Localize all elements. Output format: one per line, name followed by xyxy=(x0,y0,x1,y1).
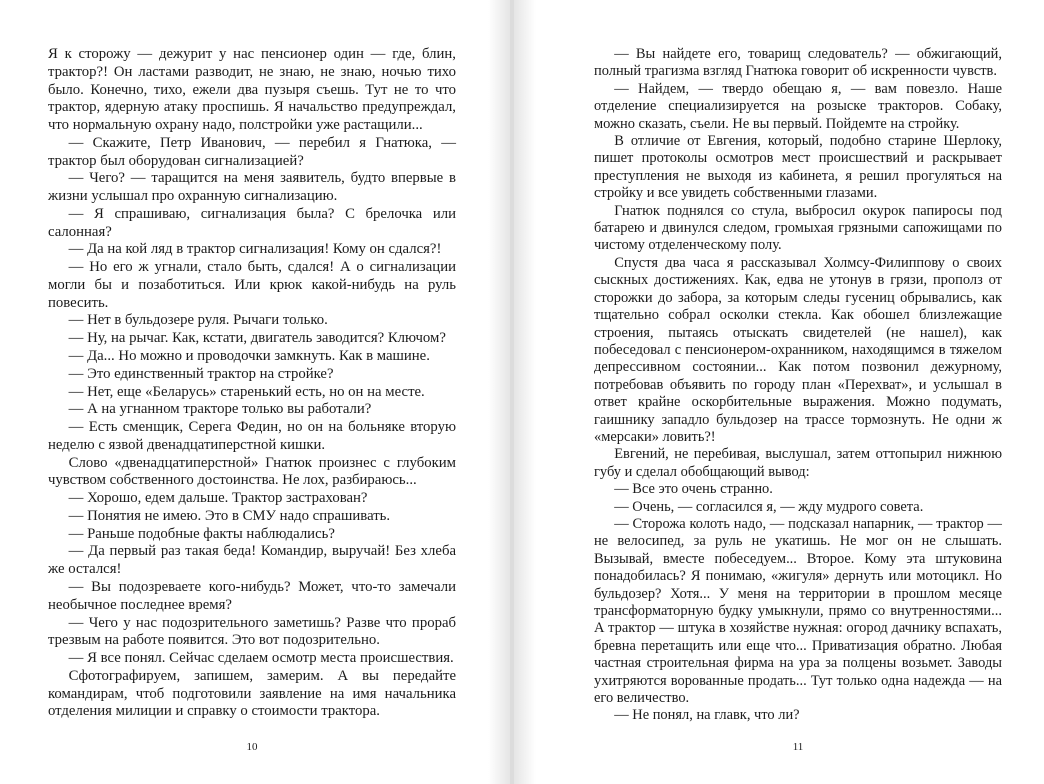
right-page-text xyxy=(594,46,1002,725)
paragraph: В отличие от Евгения, который, подобно старине Шерлоку, пишет протоколы осмотров мест происшествий и раскрывает преступления не выходя из кабинета, я решил прогуляться на стройку и все увидеть собственными глазами. xyxy=(594,133,1002,202)
paragraph: Я к сторожу — дежурит у нас пенсионер один — где, блин, трактор?! Он ластами разводит, не знаю, не знаю, ночью тихо было. Конечно, тихо, ежели два пузыря съешь. Тут не то что трактор, ядерную атаку проспишь. Я начальство предупреждал, что нормальную охрану надо, полстройки уже растащили... xyxy=(48,46,456,134)
paragraph: Спустя два часа я рассказывал Холмсу-Филиппову о своих сыскных достижениях. Как, едва не утонув в грязи, прополз от сторожки до забора, за которым следы гусениц обрывались, как тщательно собрал осколки стекла. Как обошел близлежащие строения, пытаясь отыскать свидетелей (не нашел), как побеседовал с пенсионером-охранником, находящимся в тяжелом депрессивном состоянии... Как потом позвонил дежурному, потребовав объявить по городу план «Перехват», и услышал в ответ крайне оскорбительные выражения. Можно подумать, гаишнику западло бульдозер на трассе тормознуть. Не одни ж «мерсаки» ловить?! xyxy=(594,254,1002,445)
paragraph: — Ну, на рычаг. Как, кстати, двигатель заводится? Ключом? xyxy=(68,330,446,347)
paragraph: — А на угнанном тракторе только вы работали? xyxy=(68,401,372,418)
gutter-shadow-right xyxy=(514,0,536,784)
paragraph: — Раньше подобные факты наблюдались? xyxy=(68,525,335,542)
left-page xyxy=(0,0,510,784)
paragraph: — Чего? — таращится на меня заявитель, будто впервые в жизни услышал про охранную сигнализацию. xyxy=(48,170,456,205)
paragraph: — Это единственный трактор на стройке? xyxy=(68,365,334,382)
paragraph: Слово «двенадцатиперстной» Гнатюк произнес с глубоким чувством собственного достоинства. Не лох, разбираюсь... xyxy=(48,454,456,489)
paragraph: — Не понял, на главк, что ли? xyxy=(614,707,800,724)
paragraph: — Но его ж угнали, стало быть, сдался! А о сигнализации могли бы и позаботиться. Или крюк какой-нибудь на руль повесить. xyxy=(48,259,456,311)
paragraph: — Сторожа колоть надо, — подсказал напарник, — трактор — не велосипед, за руль не укатишь. Не мог он не слышать. Вызывай, вместе побеседуем... Второе. Кому эта штуковина понадобилась? Я понимаю, «жигуля» дернуть или мотоцикл. Но бульдозер? Хотя... У меня на территории в прошлом месяце трансформаторную будку умыкнули, прямо со внутренностями... А трактор — штука в хозяйстве нужная: огород дачнику вспахать, бревна перетащить или еще что... Приватизация обратно. Любая частная строительная фирма на ура за полцены возьмет. Заводы ухитряются ворованные продать... Тут только одна надежда — на его величество. xyxy=(594,515,1002,707)
paragraph: Сфотографируем, запишем, замерим. А вы передайте командирам, чтоб подготовили заявление на имя начальника отделения милиции и справку о стоимости трактора. xyxy=(48,667,456,720)
gutter-shadow-left xyxy=(488,0,510,784)
paragraph: — Вы подозреваете кого-нибудь? Может, что-то замечали необычное последнее время? xyxy=(48,578,456,613)
paragraph: — Вы найдете его, товарищ следователь? — обжигающий, полный трагизма взгляд Гнатюка говорит об искренности чувств. xyxy=(594,46,1002,80)
paragraph: — Хорошо, едем дальше. Трактор застрахован? xyxy=(68,490,368,507)
paragraph: — Все это очень странно. xyxy=(614,481,773,498)
paragraph: — Да на кой ляд в трактор сигнализация! Кому он сдался?! xyxy=(68,241,442,258)
paragraph: — Очень, — согласился я, — жду мудрого совета. xyxy=(614,498,924,515)
paragraph: — Найдем, — твердо обещаю я, — вам повезло. Наше отделение специализируется на розыске тракторов. Собаку, можно сказать, съели. Не вы первый. Пойдемте на стройку. xyxy=(594,80,1002,132)
paragraph: — Скажите, Петр Иванович, — перебил я Гнатюка, — трактор был оборудован сигнализацией? xyxy=(48,134,456,169)
paragraph: — Есть сменщик, Серега Федин, но он на больняке вторую неделю с язвой двенадцатиперстной кишки. xyxy=(48,419,456,453)
right-page xyxy=(514,0,1044,784)
paragraph: — Я все понял. Сейчас сделаем осмотр места происшествия. xyxy=(68,650,454,667)
paragraph: — Нет, еще «Беларусь» старенький есть, но он на месте. xyxy=(68,383,425,400)
paragraph: — Чего у нас подозрительного заметишь? Разве что прораб трезвым на работе появится. Это вот подозрительно. xyxy=(48,614,456,649)
page-number-left: 10 xyxy=(246,741,258,753)
paragraph: Гнатюк поднялся со стула, выбросил окурок папиросы под батарею и двинулся следом, громыхая грязными сапожищами по чистому отделенческому полу. xyxy=(594,202,1002,254)
paragraph: — Да первый раз такая беда! Командир, выручай! Без хлеба же остался! xyxy=(48,543,456,578)
left-page-text xyxy=(48,46,456,721)
paragraph: — Да... Но можно и проводочки замкнуть. Как в машине. xyxy=(68,348,430,365)
paragraph: — Нет в бульдозере руля. Рычаги только. xyxy=(68,312,328,329)
page-number-right: 11 xyxy=(792,741,804,753)
paragraph: — Понятия не имею. Это в СМУ надо спрашивать. xyxy=(68,507,391,524)
paragraph: Евгений, не перебивая, выслушал, затем оттопырил нижнюю губу и сделал обобщающий вывод: xyxy=(594,446,1002,480)
paragraph: — Я спрашиваю, сигнализация была? С брелочка или салонная? xyxy=(48,205,456,240)
